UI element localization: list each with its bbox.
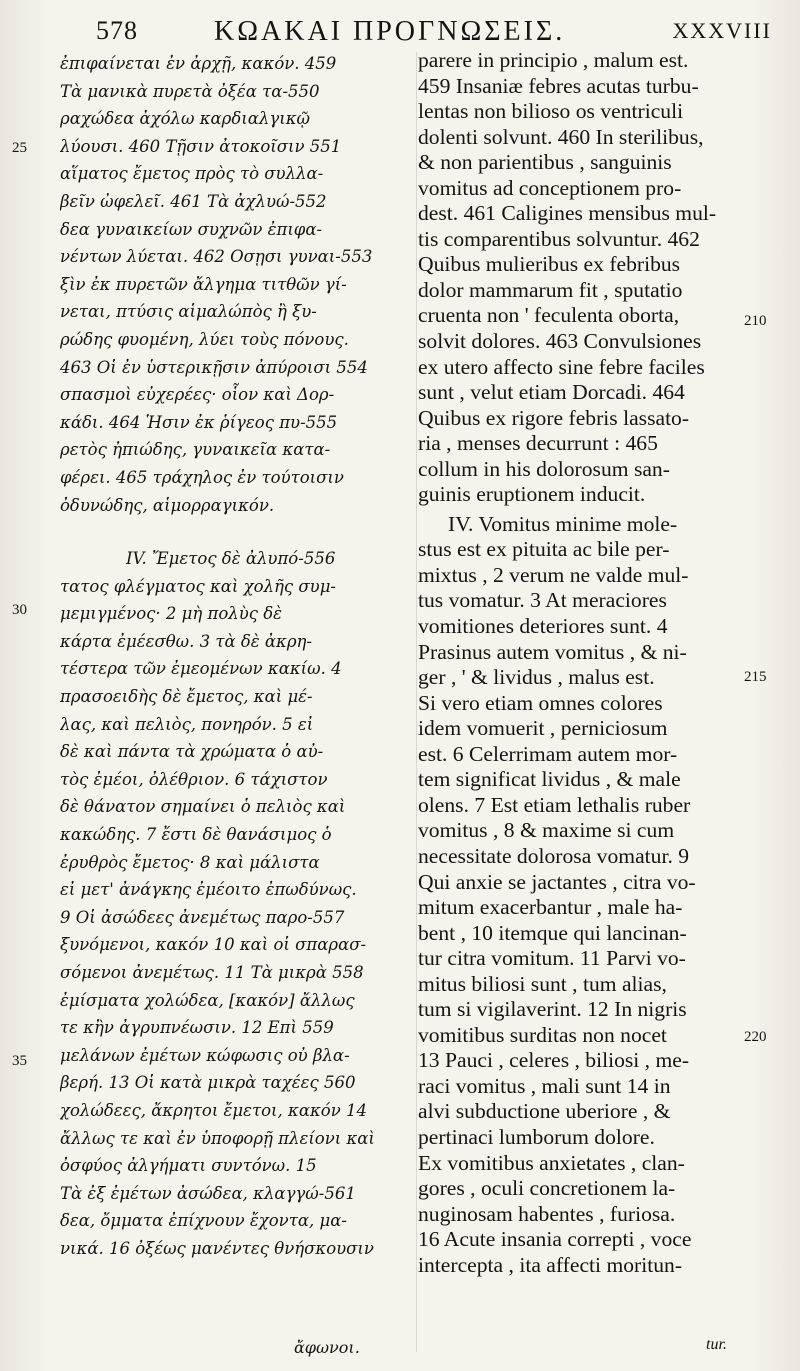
latin-text-line: dolenti solvunt. 460 In sterilibus, <box>418 124 704 149</box>
left-margin-line-number: 25 <box>12 140 27 156</box>
latin-text-line: pertinaci lumborum dolore. <box>418 1124 655 1149</box>
latin-text-line: gores , oculi concretionem la- <box>418 1176 676 1201</box>
running-title: ΚΩΑΚΑΙ ΠΡΟΓΝΩΣΕΙΣ. <box>214 16 566 47</box>
greek-text-line: νικά. 16 ὀξέως μανέντες θνήσκουσιν <box>60 1238 374 1258</box>
greek-text-line: ἐμίσματα χολώδεα, [κακόν] ἄλλως <box>60 990 355 1010</box>
greek-text-line: ὀδυνώδης, αἱμορραγικόν. <box>60 495 275 515</box>
latin-text-line: raci vomitus , mali sunt 14 in <box>418 1073 671 1098</box>
latin-text-line: Quibus ex rigore febris lassato- <box>418 405 690 430</box>
latin-text-line: lentas non bilioso os ventriculi <box>418 99 684 124</box>
latin-text-line: ria , menses decurrunt : 465 <box>418 431 658 456</box>
latin-text-line: Si vero etiam omnes colores <box>418 690 663 715</box>
greek-text-line: Τὰ μανικὰ πυρετὰ ὀξέα τα-550 <box>60 81 320 101</box>
latin-text-line: idem vomuerit , perniciosum <box>418 716 668 741</box>
greek-text-line: κάδι. 464 Ἡσιν ἐκ ῥίγεος πυ-555 <box>60 412 338 432</box>
latin-text-line: bent , 10 itemque qui lancinan- <box>418 920 687 945</box>
greek-text-line: ἄλλως τε καὶ ἐν ὑποφορῇ πλείονι καὶ <box>60 1128 375 1148</box>
latin-text-line: & non parientibus , sanguinis <box>418 150 672 175</box>
greek-text-line: δὲ καὶ πάντα τὰ χρώματα ὁ αὐ- <box>60 742 324 762</box>
latin-text-line: Prasinus autem vomitus , & ni- <box>418 639 687 664</box>
latin-text-line: tus vomatur. 3 At meraciores <box>418 588 667 613</box>
greek-text-line: βεῖν ὠφελεῖ. 461 Τὰ ἀχλυώ-552 <box>60 191 327 211</box>
greek-text-line: 9 Οἱ ἀσώδεες ἀνεμέτως παρο-557 <box>60 907 345 927</box>
latin-text-line: necessitate dolorosa vomatur. 9 <box>418 843 690 868</box>
greek-text-line: σπασμοὶ εὐχερέες· οἷον καὶ Δορ- <box>60 385 335 405</box>
latin-text-line: mitum exacerbantur , male ha- <box>418 895 683 920</box>
latin-text-line: tur citra vomitum. 11 Parvi vo- <box>418 946 686 971</box>
greek-text-line: ξὶν ἐκ πυρετῶν ἄλγημα τιτθῶν γί- <box>60 274 347 294</box>
latin-text-line: solvit dolores. 463 Convulsiones <box>418 329 702 354</box>
greek-text-line: δεα, ὄμματα ἐπίχνουν ἔχοντα, μα- <box>60 1211 347 1231</box>
greek-text-line: βερή. 13 Οἱ κατὰ μικρὰ ταχέες 560 <box>60 1073 356 1093</box>
latin-text-line: mixtus , 2 verum ne valde mul- <box>418 562 689 587</box>
latin-text-line: ger , ' & lividus , malus est. <box>418 665 655 690</box>
latin-text-line: 13 Pauci , celeres , biliosi , me- <box>418 1048 690 1073</box>
greek-text-line: λύουσι. 460 Τῇσιν ἀτοκοῖσιν 551 <box>60 136 342 156</box>
right-margin-line-number: 210 <box>744 313 767 329</box>
right-margin-line-number: 220 <box>744 1029 767 1045</box>
latin-text-line: 16 Acute insania correpti , voce <box>418 1227 692 1252</box>
greek-text-line: ξυνόμενοι, κακόν 10 καὶ οἱ σπαρασ- <box>60 935 367 955</box>
paragraph-gap <box>60 519 432 545</box>
greek-text-line: πρασοειδὴς δὲ ἔμετος, καὶ μέ- <box>60 687 313 707</box>
latin-text-line: stus est ex pituita ac bile per- <box>418 537 670 562</box>
latin-text-column <box>418 48 758 1278</box>
latin-text-line: olens. 7 Est etiam lethalis ruber <box>418 792 691 817</box>
latin-text-line: ex utero affecto sine febre faciles <box>418 354 705 379</box>
latin-text-line: guinis eruptionem inducit. <box>418 482 646 507</box>
greek-text-line: λας, καὶ πελιὸς, πονηρόν. 5 εἰ <box>60 714 314 734</box>
greek-text-line: σόμενοι ἀνεμέτως. 11 Τὰ μικρὰ 558 <box>60 963 364 982</box>
latin-text-line: collum in his dolorosum san- <box>418 456 670 481</box>
greek-text-line: IV. Ἔμετος δὲ ἀλυπό-556 <box>126 549 336 569</box>
greek-text-line: τέστερα τῶν ἐμεομένων κακίω. 4 <box>60 659 342 679</box>
right-margin-line-number: 215 <box>744 669 767 685</box>
greek-text-line: ρώδης φυομένη, λύει τοὺς πόνους. <box>60 329 349 349</box>
greek-text-line: δὲ θάνατον σημαίνει ὁ πελιὸς καὶ <box>60 797 346 817</box>
greek-text-line: τε κἢν ἀγρυπνέωσιν. 12 Επὶ 559 <box>60 1018 334 1038</box>
latin-text-line: intercepta , ita affecti moritun- <box>418 1252 683 1277</box>
greek-catchword: ἄφωνοι. <box>294 1338 360 1357</box>
greek-text-line: κάρτα ἐμέεσθω. 3 τὰ δὲ ἀκρη- <box>60 631 313 651</box>
latin-text-line: cruenta non ' feculenta oborta, <box>418 303 680 328</box>
left-margin-line-number: 30 <box>12 602 27 618</box>
latin-text-line: vomitibus surditas non nocet <box>418 1022 667 1047</box>
latin-text-line: dest. 461 Caligines mensibus mul- <box>418 201 717 226</box>
latin-text-line: dolor mammarum fit , sputatio <box>418 277 683 302</box>
greek-text-line: νεται, πτύσις αἱμαλώπὸς ἢ ξυ- <box>60 302 317 322</box>
page-number: 578 <box>96 16 138 45</box>
greek-text-line: χολώδεες, ἄκρητοι ἔμετοι, κακόν 14 <box>60 1100 367 1120</box>
latin-catchword: tur. <box>706 1336 727 1353</box>
latin-text-line: nuginosam habentes , furiosa. <box>418 1201 676 1226</box>
latin-text-line: Quibus mulieribus ex febribus <box>418 252 681 277</box>
greek-text-line: ἐρυθρὸς ἔμετος· 8 καὶ μάλιστα <box>60 852 320 872</box>
greek-text-line: μελάνων ἐμέτων κώφωσις οὐ βλα- <box>60 1045 350 1065</box>
greek-text-line: ραχώδεα ἀχόλω καρδιαλγικῷ <box>60 109 310 129</box>
latin-text-line: vomitus , 8 & maxime si cum <box>418 818 675 843</box>
latin-text-line: Qui anxie se jactantes , citra vo- <box>418 869 696 894</box>
section-number: XXXVIII <box>672 18 772 43</box>
latin-text-line: sunt , velut etiam Dorcadi. 464 <box>418 380 685 405</box>
greek-text-column <box>60 50 432 1263</box>
latin-text-line: alvi subductione uberiore , & <box>418 1099 671 1124</box>
greek-text-line: ὀσφύος ἀλγήματι συντόνω. 15 <box>60 1156 317 1176</box>
greek-text-line: ρετὸς ἠπιώδης, γυναικεῖα κατα- <box>60 440 331 460</box>
left-margin-line-number: 35 <box>12 1053 27 1069</box>
greek-text-line: φέρει. 465 τράχηλος ἐν τούτοισιν <box>60 467 344 487</box>
greek-text-line: 463 Οἱ ἐν ὑστερικῇσιν ἀπύροισι 554 <box>60 357 368 377</box>
latin-text-line: IV. Vomitus minime mole- <box>448 511 678 536</box>
greek-text-line: αἵματος ἔμετος πρὸς τὸ συλλα- <box>60 164 324 184</box>
latin-text-line: 459 Insaniæ febres acutas turbu- <box>418 73 699 98</box>
latin-text-line: parere in principio , malum est. <box>418 48 689 72</box>
greek-text-line: εἰ μετ' ἀνάγκης ἐμέοιτο ἐπωδύνως. <box>60 880 357 900</box>
greek-text-line: κακώδης. 7 ἔστι δὲ θανάσιμος ὁ <box>60 825 332 845</box>
latin-text-line: tis comparentibus solvuntur. 462 <box>418 226 700 251</box>
latin-text-line: vomitus ad conceptionem pro- <box>418 175 682 200</box>
latin-text-line: mitus biliosi sunt , tum alias, <box>418 971 667 996</box>
latin-text-line: est. 6 Celerrimam autem mor- <box>418 741 678 766</box>
latin-text-line: tum si vigilaverint. 12 In nigris <box>418 997 687 1022</box>
latin-text-line: tem significat lividus , & male <box>418 767 681 792</box>
greek-text-line: δεα γυναικείων συχνῶν ἐπιφα- <box>60 219 323 239</box>
greek-text-line: τὸς ἐμέοι, ὀλέθριον. 6 τάχιστον <box>60 769 328 789</box>
greek-text-line: νέντων λύεται. 462 Οσῃσι γυναι-553 <box>60 247 373 267</box>
latin-text-line: vomitiones deteriores sunt. 4 <box>418 614 668 639</box>
latin-text-line: Ex vomitibus anxietates , clan- <box>418 1150 685 1175</box>
greek-text-line: τατος φλέγματος καὶ χολῆς συμ- <box>60 576 336 596</box>
greek-text-line: μεμιγμένος· 2 μὴ πολὺς δὲ <box>60 604 283 624</box>
greek-text-line: ἐπιφαίνεται ἐν ἀρχῇ, κακόν. 459 <box>60 54 337 73</box>
greek-text-line: Τὰ ἐξ ἐμέτων ἀσώδεα, κλαγγώ-561 <box>60 1183 356 1203</box>
